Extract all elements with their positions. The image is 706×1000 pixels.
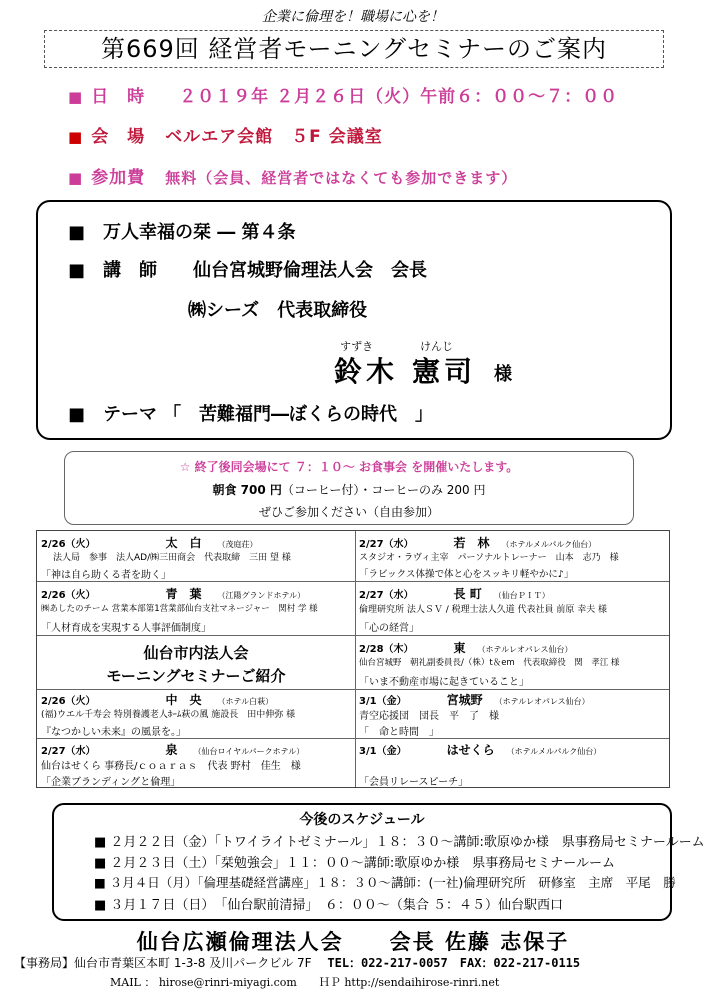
- meal-price: [65, 481, 633, 498]
- fee-value: 無料（会員、経営者ではなくても参加できます）: [165, 169, 518, 187]
- affiliation1: 仙台宮城野倫理法人会 会長: [193, 260, 428, 281]
- cell-speaker: スタジオ・ラヴィ主宰 パーソナルトレーナー 山本 志乃 様: [359, 553, 619, 563]
- cell-date: 2/26（火）: [41, 696, 96, 707]
- schedule-title: 今後のスケジュール: [299, 812, 425, 828]
- schedule-item: [94, 894, 563, 913]
- cell-place: 中 央: [165, 693, 202, 707]
- meal-box: [64, 451, 634, 525]
- venue-label: 会 場: [91, 127, 146, 147]
- cell-place: 東: [453, 641, 466, 655]
- cell-venue: （江陽グランドホテル）: [217, 591, 306, 600]
- schedule-item-text: ３月１７日（日） 「仙台駅前清掃」 ６：００～（集合 ５：４５）仙台駅西口: [110, 898, 564, 913]
- cell-theme: 「神は自ら助くる者を助く」: [41, 570, 171, 581]
- cell-theme: 「人材育成を実現する人事評価制度」: [41, 623, 211, 634]
- furigana-family: すずき: [340, 340, 374, 353]
- slogan: 企業に倫理を！職場に心を！: [262, 9, 444, 25]
- seminar-cell-miyagino: [355, 689, 669, 738]
- schedule-item: [94, 873, 676, 891]
- seminar-intro-title: [37, 635, 355, 689]
- cell-speaker: 倫理研究所 法人ＳＶ / 税理士法人久道 代表社員 前原 幸夫 様: [359, 605, 608, 615]
- article-row: [68, 218, 296, 244]
- cell-date: 3/1（金）: [359, 746, 407, 757]
- cell-place: 青 葉: [165, 587, 202, 601]
- cell-place: 宮城野: [446, 693, 483, 707]
- cell-venue: （ホテルメルパルク仙台）: [506, 747, 602, 756]
- schedule-item: [94, 852, 615, 871]
- speaker-name-given: 憲司: [412, 355, 477, 388]
- cell-place: はせくら: [446, 743, 495, 757]
- seminar-cell-chuo: [37, 689, 355, 738]
- square-bullet-icon: ■: [94, 835, 111, 850]
- square-bullet-icon: ■: [94, 856, 111, 871]
- schedule-item-text: ３月４日（月）「倫理基礎経営講座」１８：３０～講師：(一社)倫理研究所 研修室 主席 平尾 勝: [109, 875, 676, 890]
- cell-date: 2/27（水）: [41, 746, 96, 757]
- info-fee: [68, 163, 517, 188]
- datetime-label: 日 時: [91, 87, 146, 107]
- cell-theme: 「 命と時間 」: [359, 727, 439, 738]
- cell-speaker: 仙台宮城野 朝礼副委員長/（株）t＆em 代表取締役 関 孝江 様: [359, 658, 620, 668]
- cell-venue: （仙台ロイヤルパークホテル）: [193, 747, 305, 756]
- seminar-grid: [36, 530, 670, 788]
- datetime-value: ２０１９年 ２月２６日（火）午前６：００～７：００: [179, 87, 619, 107]
- square-bullet-icon: ■: [94, 875, 110, 890]
- square-bullet-icon: ■: [68, 404, 104, 425]
- seminar-cell-taihaku: [37, 531, 355, 581]
- page-title: 第669回 経営者モーニングセミナーのご案内: [44, 30, 664, 68]
- cell-theme: 「いま不動産市場に起きていること」: [359, 677, 529, 688]
- info-venue: [68, 122, 383, 147]
- cell-speaker: (福)ウエル千寿会 特別養護老人ﾎｰﾑ萩の風 施設長 田中伸弥 様: [41, 710, 296, 720]
- cell-venue: （ホテルメルパルク仙台）: [501, 540, 597, 549]
- square-bullet-icon: ■: [68, 88, 84, 106]
- office-address: 【事務局】仙台市青葉区本町 1-3-8 及川パークビル 7F: [14, 956, 312, 970]
- speaker-box: [36, 200, 672, 440]
- cell-date: 2/27（水）: [359, 539, 414, 550]
- lecturer-label: 講 師: [103, 260, 158, 281]
- cell-venue: （仙台ＰＩＴ）: [493, 591, 550, 600]
- coffee-price: （コーヒー付）・コーヒーのみ 200 円: [281, 483, 486, 497]
- cell-theme: 「会員リレースピーチ」: [359, 777, 469, 788]
- cell-place: 若 林: [453, 536, 490, 550]
- cell-speaker: ㈱あしたのチーム 営業本部第1営業部仙台支社マネージャー 関村 学 様: [41, 604, 318, 614]
- schedule-item-text: ２月２２日（金）「トワイライトゼミナール」１８：３０～講師:歌原ゆか様 県事務局セミナールーム: [110, 835, 705, 850]
- cell-theme: 「心の経営」: [359, 623, 419, 634]
- breakfast-price: 朝食 700 円: [212, 483, 282, 497]
- schedule-box: [52, 803, 705, 921]
- seminar-cell-izumi: [37, 738, 355, 787]
- square-bullet-icon: ■: [68, 222, 104, 243]
- cell-theme: 「ラビックス体操で体と心をスッキリ軽やかに♪」: [359, 569, 574, 580]
- cell-theme: 『なつかしい未来』の風景を。」: [41, 727, 186, 738]
- cell-place: 泉: [165, 743, 178, 757]
- phone-fax: TEL：022-217-0057 FAX：022-217-0115: [327, 956, 581, 970]
- cell-place: 太 白: [165, 536, 202, 550]
- meal-invite: ぜひご参加ください（自由参加）: [258, 505, 439, 519]
- cell-venue: （ホテルレオパレス仙台）: [477, 645, 573, 654]
- theme-row: [68, 400, 433, 426]
- cell-speaker: 法人局 参事 法人AD/㈱三田商会 代表取締 三田 望 様: [53, 553, 291, 563]
- square-bullet-icon: ■: [68, 260, 104, 281]
- article: 万人幸福の栞 ― 第４条: [103, 222, 296, 243]
- lecturer-row: [68, 256, 427, 282]
- venue-value: ベルエア会館 ５F 会議室: [165, 127, 383, 147]
- cell-date: 2/27（水）: [359, 590, 414, 601]
- fee-label: 参加費: [91, 168, 146, 188]
- intro-title-line2: モーニングセミナーご紹介: [106, 667, 286, 685]
- cell-venue: （ホテル白萩）: [217, 697, 274, 706]
- cell-date: 2/26（火）: [41, 539, 96, 550]
- seminar-cell-wakabayashi: [355, 531, 669, 581]
- meal-announcement: ☆ 終了後同会場にて ７：１０～ お食事会 を開催いたします。: [179, 460, 519, 474]
- organization-name: 仙台広瀬倫理法人会 会長 佐藤 志保子: [136, 930, 570, 954]
- cell-venue: （ホテルレオパレス仙台）: [494, 697, 590, 706]
- cell-date: 3/1（金）: [359, 696, 407, 707]
- seminar-cell-hasekura: [355, 738, 669, 787]
- square-bullet-icon: ■: [94, 898, 111, 913]
- affiliation2: ㈱シーズ 代表取締役: [188, 300, 368, 321]
- schedule-item-text: ２月２３日（土）「栞勉強会」１１：００～講師:歌原ゆか様 県事務局セミナールーム: [110, 856, 616, 871]
- cell-speaker: 仙台はせくら 事務長/ｃｏａｒａｓ 代表 野村 佳生 様: [41, 761, 301, 772]
- square-bullet-icon: ■: [68, 128, 84, 146]
- cell-theme: 「企業ブランディングと倫理」: [41, 777, 181, 788]
- schedule-item: [94, 831, 705, 850]
- seminar-cell-nagamachi: [355, 581, 669, 635]
- seminar-cell-aoba: [37, 581, 355, 635]
- theme-label: テーマ: [103, 404, 158, 425]
- square-bullet-icon: ■: [68, 169, 84, 187]
- theme-text: 「 苦難福門―ぼくらの時代 」: [163, 404, 434, 425]
- honorific: 様: [494, 364, 512, 385]
- cell-speaker: 青空応援団 団長 平 了 様: [359, 711, 499, 722]
- footer-contact: [14, 954, 580, 971]
- cell-place: 長 町: [453, 587, 482, 601]
- seminar-cell-higashi: [355, 635, 669, 689]
- intro-title-line1: 仙台市内法人会: [143, 644, 249, 662]
- info-datetime: [68, 82, 618, 107]
- cell-date: 2/26（火）: [41, 590, 96, 601]
- cell-date: 2/28（木）: [359, 644, 414, 655]
- mail-homepage: MAIL ： hirose@rinri-miyagi.com ＨＰ http://sendaihirose-rinri.net: [110, 976, 500, 989]
- furigana-given: けんじ: [420, 340, 453, 353]
- cell-venue: （茂庭荘）: [217, 540, 258, 549]
- speaker-name-family: 鈴木: [334, 355, 399, 388]
